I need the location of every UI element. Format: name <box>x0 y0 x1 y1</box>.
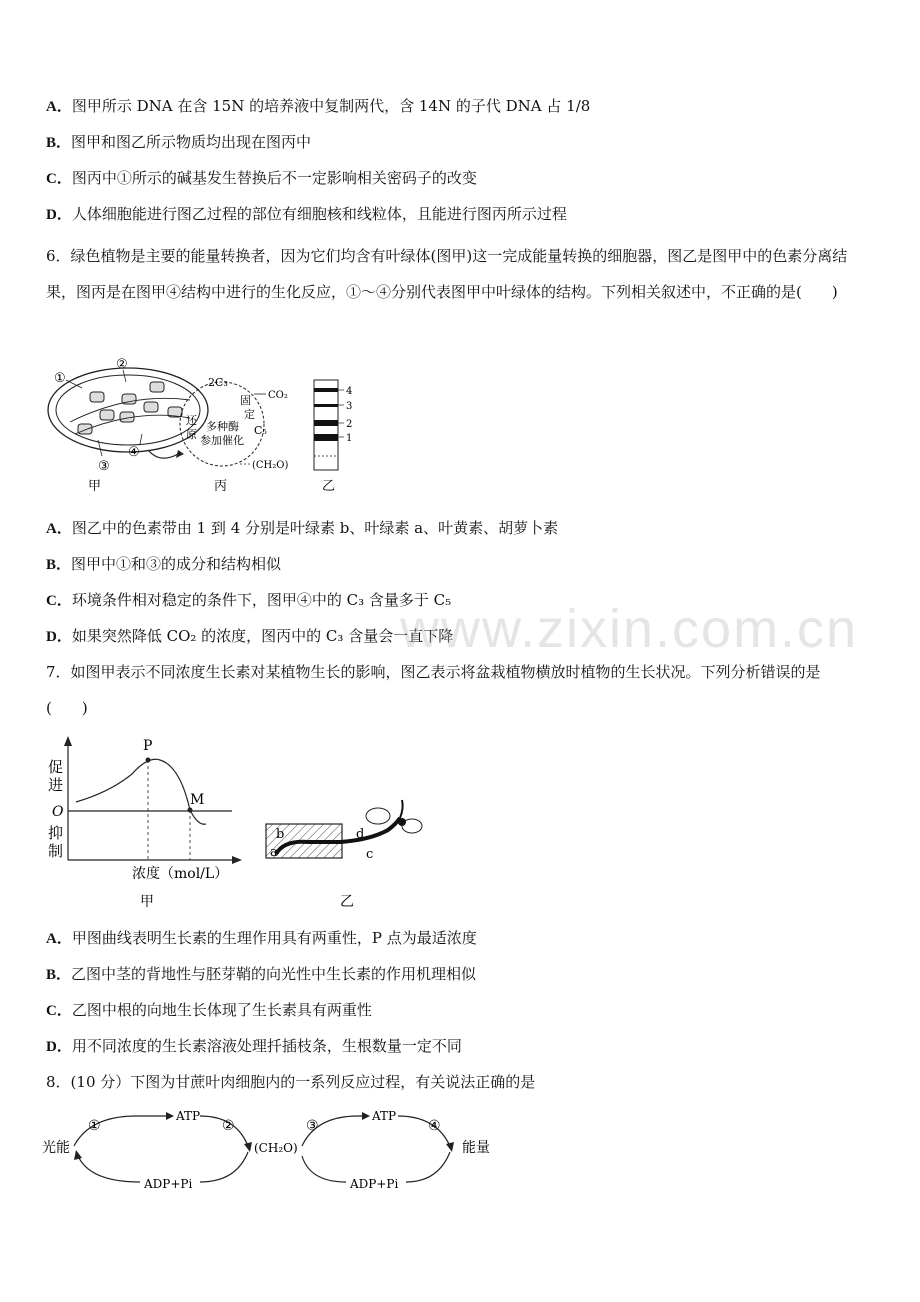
q5-option-a <box>46 96 590 117</box>
q8-figure <box>40 1100 510 1200</box>
option-key: C． <box>46 1003 72 1019</box>
band-label-3: 3 <box>346 401 353 412</box>
q5-option-b <box>46 132 311 153</box>
label-huan: 还 <box>186 414 197 427</box>
option-text: 乙图中茎的背地性与胚芽鞘的向光性中生长素的作用机理相似 <box>71 965 477 983</box>
option-text: 环境条件相对稳定的条件下，图甲④中的 C₃ 含量多于 C₅ <box>71 591 452 609</box>
label-d: d <box>356 827 365 842</box>
band-1 <box>314 434 338 441</box>
q6-option-c <box>46 590 451 611</box>
auxin-curve <box>76 759 206 824</box>
option-text: 图丙中①所示的碱基发生替换后不一定影响相关密码子的改变 <box>71 169 477 187</box>
label-atp1: ATP <box>176 1109 201 1123</box>
label-yi: 乙 <box>340 894 354 910</box>
option-key: C． <box>46 593 72 609</box>
label-n3: ③ <box>306 1118 319 1134</box>
label-gu: 固 <box>240 394 251 407</box>
option-text: 图乙中的色素带由 1 到 4 分别是叶绿素 b、叶绿素 a、叶黄素、胡萝卜素 <box>71 519 559 537</box>
q6-option-d <box>46 626 453 647</box>
chloroplast-outer <box>48 368 208 452</box>
option-key: B． <box>46 135 72 151</box>
q8-stem: 8．(10 分）下图为甘蔗叶肉细胞内的一系列反应过程，有关说法正确的是 <box>46 1073 536 1091</box>
label-light: 光能 <box>42 1140 70 1156</box>
option-text: 如果突然降低 CO₂ 的浓度，图丙中的 C₃ 含量会一直下降 <box>71 627 454 645</box>
label-enzyme2: 参加催化 <box>200 434 244 447</box>
q5-option-d <box>46 204 567 225</box>
q7-option-c <box>46 1000 372 1021</box>
q6-stem: 6．绿色植物是主要的能量转换者，因为它们均含有叶绿体(图甲)这一完成能量转换的细胞器，图乙是图甲中的色素分离结果，图丙是在图甲④结构中进行的生化反应，①～④分别代表图甲中叶绿体的结构。下列相关叙述中，不正确的是( ) <box>46 247 848 301</box>
label-promote-1: 促 <box>48 758 64 776</box>
option-text: 甲图曲线表明生长素的生理作用具有两重性，P 点为最适浓度 <box>71 929 477 947</box>
option-key: A． <box>46 99 72 115</box>
q7-stem: 7．如图甲表示不同浓度生长素对某植物生长的影响，图乙表示将盆栽植物横放时植物的生长状况。下列分析错误的是 <box>46 663 821 681</box>
grana <box>78 382 182 434</box>
label-inhibit-2: 制 <box>48 842 64 860</box>
label-yuan: 原 <box>186 428 197 441</box>
label-xaxis: 浓度（mol/L） <box>132 866 229 882</box>
option-key: B． <box>46 557 72 573</box>
label-c: c <box>366 847 374 862</box>
label-promote-2: 进 <box>48 776 64 794</box>
label-2c3: 2C₃ <box>208 376 228 389</box>
band-label-4: 4 <box>346 386 353 397</box>
label-c2: ② <box>116 357 128 372</box>
option-text: 图甲中①和③的成分和结构相似 <box>71 555 282 573</box>
label-jia: 甲 <box>140 894 154 910</box>
band-2 <box>314 420 338 426</box>
label-inhibit-1: 抑 <box>48 824 64 842</box>
q7-option-b <box>46 964 476 985</box>
label-p: P <box>143 738 153 754</box>
label-atp2: ATP <box>372 1109 397 1123</box>
label-c4: ④ <box>128 445 140 460</box>
label-c1: ① <box>54 371 66 386</box>
band-4 <box>314 388 338 392</box>
label-energy: 能量 <box>462 1140 490 1156</box>
option-text: 乙图中根的向地生长体现了生长素具有两重性 <box>71 1001 372 1019</box>
label-enzyme1: 多种酶 <box>206 420 239 433</box>
q6-figure <box>40 352 370 502</box>
option-text: 图甲所示 DNA 在含 15N 的培养液中复制两代，含 14N 的子代 DNA 占 1/8 <box>71 97 591 115</box>
leaf-1 <box>366 808 390 824</box>
label-bing: 丙 <box>214 479 228 494</box>
q5-option-c <box>46 168 477 189</box>
label-adp1: ADP+Pi <box>144 1177 193 1191</box>
label-origin: O <box>52 804 64 820</box>
option-key: D． <box>46 207 72 223</box>
option-text: 人体细胞能进行图乙过程的部位有细胞核和线粒体，且能进行图丙所示过程 <box>71 205 567 223</box>
label-jia: 甲 <box>88 479 102 494</box>
option-key: D． <box>46 1039 72 1055</box>
label-n2: ② <box>222 1118 235 1134</box>
band-label-1: 1 <box>346 433 353 444</box>
option-key: B． <box>46 967 72 983</box>
q6-option-a <box>46 518 558 539</box>
label-ch2o: (CH₂O) <box>252 460 289 471</box>
label-b: b <box>276 827 285 842</box>
q7-option-a <box>46 928 477 949</box>
band-label-2: 2 <box>346 419 353 430</box>
label-adp2: ADP+Pi <box>350 1177 399 1191</box>
option-text: 图甲和图乙所示物质均出现在图丙中 <box>71 133 312 151</box>
q7-option-d <box>46 1036 462 1057</box>
label-c5: C₅ <box>254 424 267 437</box>
label-a: a <box>270 845 278 860</box>
band-3 <box>314 404 338 407</box>
q7-figure <box>40 734 440 914</box>
q7-paren: ( ) <box>46 699 88 717</box>
watermark: www.zixin.com.cn <box>400 599 859 659</box>
option-key: D． <box>46 629 72 645</box>
label-n1: ① <box>88 1118 101 1134</box>
option-key: A． <box>46 931 72 947</box>
option-key: A． <box>46 521 72 537</box>
label-m: M <box>190 792 205 808</box>
label-ding: 定 <box>244 408 255 421</box>
label-n4: ④ <box>428 1118 441 1134</box>
option-key: C． <box>46 171 72 187</box>
label-ch2o: (CH₂O) <box>254 1141 298 1155</box>
q6-option-b <box>46 554 281 575</box>
label-co2: CO₂ <box>268 390 288 401</box>
label-yi: 乙 <box>322 479 336 494</box>
label-c3: ③ <box>98 459 110 474</box>
option-text: 用不同浓度的生长素溶液处理扦插枝条，生根数量一定不同 <box>71 1037 462 1055</box>
